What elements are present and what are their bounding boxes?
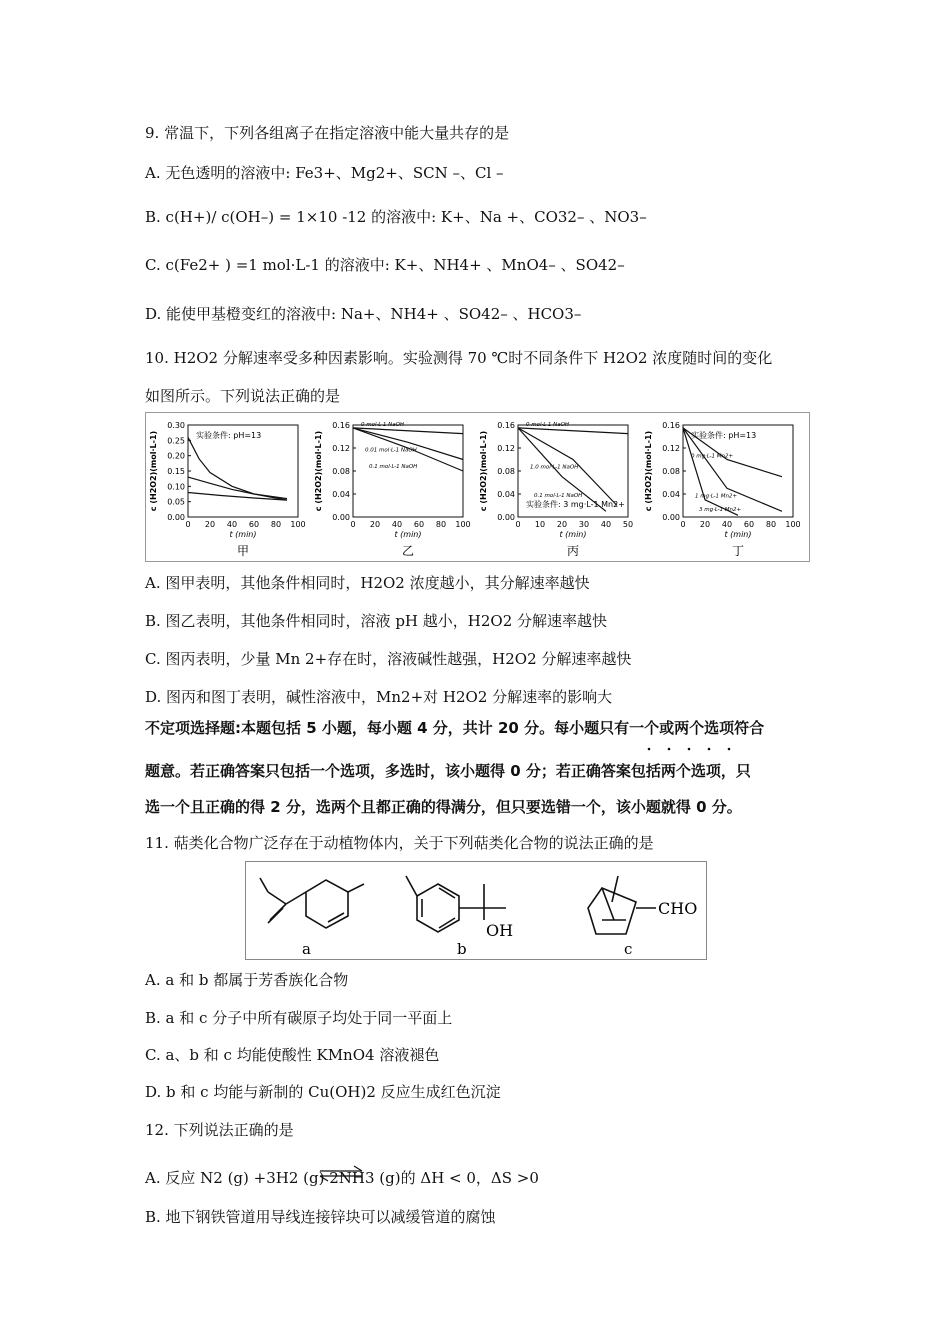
- x-tick-label: 60: [413, 520, 425, 529]
- x-tick-label: 80: [765, 520, 777, 529]
- y-tick-label: 0.08: [497, 467, 515, 476]
- x-tick-label: 20: [556, 520, 568, 529]
- q10-stem-line1: 10. H2O2 分解速率受多种因素影响。实验测得 70 ℃时不同条件下 H2O2 浓度随时间的变化: [145, 349, 773, 367]
- q11-option-b: B. a 和 c 分子中所有碳原子均处于同一平面上: [145, 1009, 453, 1027]
- plot-frame: [353, 425, 463, 517]
- x-axis-label: t (min): [559, 530, 587, 539]
- x-tick-label: 100: [290, 520, 306, 529]
- chart-annotation: 实验条件: pH=13: [196, 431, 262, 440]
- structure-a: [260, 878, 364, 928]
- x-tick-label: 60: [743, 520, 755, 529]
- series-label: 0.1 mol·L-1 NaOH: [369, 464, 418, 470]
- x-tick-label: 0: [185, 520, 191, 529]
- chart-panel-2: [479, 421, 633, 558]
- y-tick-label: 0.16: [497, 421, 515, 430]
- series-label: 3 mg·L-1 Mn2+: [699, 507, 742, 513]
- series-label: 0 mol·L-1 NaOH: [361, 421, 405, 428]
- x-tick-label: 0: [680, 520, 686, 529]
- q11-structures: [245, 861, 707, 960]
- section-line1-emphasis: 一个或两个: [629, 719, 705, 737]
- panel-label: 丁: [731, 544, 745, 558]
- x-tick-label: 0: [350, 520, 356, 529]
- series-line-0: [518, 428, 628, 434]
- x-tick-label: 40: [226, 520, 238, 529]
- q12-option-a: A. 反应 N2 (g) +3H2 (g) 2NH3 (g)的 ΔH < 0，ΔS >0: [145, 1169, 539, 1187]
- q10-option-a: A. 图甲表明，其他条件相同时，H2O2 浓度越小，其分解速率越快: [145, 574, 590, 592]
- y-tick-label: 0.12: [662, 444, 680, 453]
- y-tick-label: 0.20: [167, 451, 185, 461]
- section-instruction-line1: [145, 718, 764, 738]
- y-axis-label: c (H2O2)(mol·L-1): [479, 430, 488, 512]
- x-axis-label: t (min): [394, 530, 422, 539]
- y-axis-label: c (H2O2)(mol·L-1): [314, 430, 323, 512]
- x-tick-label: 60: [248, 520, 260, 529]
- x-tick-label: 40: [391, 520, 403, 529]
- y-tick-label: 0.08: [662, 467, 680, 476]
- section-line1-part3: 选项符合: [704, 719, 765, 737]
- q9-option-c: C. c(Fe2+ ) =1 mol·L-1 的溶液中: K+、NH4+ 、MnO4– 、SO42–: [145, 256, 625, 274]
- q10-stem-line2: 如图所示。下列说法正确的是: [145, 387, 341, 405]
- x-tick-label: 0: [515, 520, 521, 529]
- chart-panel-1: [314, 421, 471, 558]
- x-tick-label: 100: [785, 520, 801, 529]
- x-tick-label: 80: [435, 520, 447, 529]
- x-tick-label: 20: [699, 520, 711, 529]
- structure-c: [588, 876, 656, 934]
- y-tick-label: 0.30: [167, 421, 185, 430]
- x-tick-label: 100: [455, 520, 471, 529]
- q10-option-b: B. 图乙表明，其他条件相同时，溶液 pH 越小，H2O2 分解速率越快: [145, 612, 608, 630]
- y-tick-label: 0.04: [497, 490, 515, 499]
- x-axis-label: t (min): [724, 530, 752, 539]
- y-tick-label: 0.10: [167, 482, 185, 492]
- panel-label: 甲: [236, 544, 250, 558]
- section-instruction-line2: 题意。若正确答案只包括一个选项，多选时，该小题得 0 分；若正确答案包括两个选项，只: [145, 762, 751, 780]
- section-instruction-line3: 选一个且正确的得 2 分，选两个且都正确的得满分，但只要选错一个，该小题就得 0 分。: [145, 798, 742, 816]
- x-tick-label: 20: [204, 520, 216, 529]
- series-label: 0 mg·L-1 Mn2+: [691, 453, 734, 460]
- y-tick-label: 0.15: [167, 467, 185, 476]
- q11-option-c: C. a、b 和 c 均能使酸性 KMnO4 溶液褪色: [145, 1046, 440, 1064]
- y-tick-label: 0.04: [662, 490, 680, 499]
- q12-option-b: B. 地下钢铁管道用导线连接锌块可以减缓管道的腐蚀: [145, 1208, 496, 1226]
- structure-a-label: a: [302, 940, 311, 958]
- x-tick-label: 40: [721, 520, 733, 529]
- panel-label: 丙: [566, 544, 580, 558]
- y-tick-label: 0.12: [497, 444, 515, 453]
- y-tick-label: 0.16: [332, 421, 350, 430]
- y-tick-label: 0.08: [332, 467, 350, 476]
- y-tick-label: 0.25: [167, 436, 185, 446]
- x-tick-label: 10: [534, 520, 546, 529]
- y-tick-label: 0.00: [662, 513, 680, 522]
- chart-panel-3: [644, 421, 801, 558]
- chart-annotation: 实验条件: 3 mg·L-1 Mn2+: [526, 500, 625, 509]
- cho-label: CHO: [658, 899, 698, 918]
- q11-stem: 11. 萜类化合物广泛存在于动植物体内，关于下列萜类化合物的说法正确的是: [145, 834, 654, 852]
- series-label: 1.0 mol·L-1 NaOH: [530, 464, 579, 471]
- q12-stem: 12. 下列说法正确的是: [145, 1121, 294, 1139]
- structure-b-label: b: [457, 940, 467, 958]
- x-tick-label: 40: [600, 520, 612, 529]
- y-tick-label: 0.05: [167, 497, 185, 507]
- q9-option-b: B. c(H+)/ c(OH–) = 1×10 -12 的溶液中: K+、Na +、CO32– 、NO3–: [145, 208, 647, 226]
- series-label: 1 mg·L-1 Mn2+: [695, 493, 738, 500]
- series-label: 0 mol·L-1 NaOH: [526, 421, 570, 428]
- section-line1-part1: 不定项选择题:本题包括 5 小题，每小题 4 分，共计 20 分。每小题只有: [145, 719, 630, 737]
- x-tick-label: 30: [578, 520, 590, 529]
- oh-label: OH: [486, 921, 514, 940]
- x-tick-label: 80: [270, 520, 282, 529]
- q11-option-a: A. a 和 b 都属于芳香族化合物: [145, 971, 349, 989]
- y-tick-label: 0.00: [167, 513, 185, 522]
- structure-c-label: c: [624, 940, 633, 958]
- q10-figure: [145, 412, 810, 562]
- y-tick-label: 0.00: [497, 513, 515, 522]
- q9-stem: 9. 常温下，下列各组离子在指定溶液中能大量共存的是: [145, 124, 510, 142]
- series-line-2: [683, 428, 738, 515]
- y-tick-label: 0.16: [662, 421, 680, 430]
- terpene-structures: [246, 862, 706, 959]
- q10-option-c: C. 图丙表明，少量 Mn 2+存在时，溶液碱性越强，H2O2 分解速率越快: [145, 650, 632, 668]
- panel-label: 乙: [401, 544, 415, 558]
- x-tick-label: 50: [622, 520, 634, 529]
- y-axis-label: c (H2O2)(mol·L-1): [149, 430, 158, 512]
- q10-charts: [146, 413, 809, 561]
- y-tick-label: 0.12: [332, 444, 350, 453]
- y-tick-label: 0.00: [332, 513, 350, 522]
- y-tick-label: 0.04: [332, 490, 350, 499]
- chart-annotation: 实验条件: pH=13: [691, 431, 757, 440]
- series-label: 0.1 mol·L-1 NaOH: [534, 492, 583, 499]
- q11-option-d: D. b 和 c 均能与新制的 Cu(OH)2 反应生成红色沉淀: [145, 1083, 501, 1101]
- x-axis-label: t (min): [229, 530, 257, 539]
- q9-option-d: D. 能使甲基橙变红的溶液中: Na+、NH4+ 、SO42– 、HCO3–: [145, 305, 582, 323]
- y-axis-label: c (H2O2)(mol·L-1): [644, 430, 653, 512]
- emphasis-dots: [641, 738, 741, 744]
- series-label: 0.01 mol·L-1 NaOH: [365, 447, 417, 454]
- equilibrium-arrow-icon: [318, 1164, 364, 1184]
- q9-option-a: A. 无色透明的溶液中: Fe3+、Mg2+、SCN –、Cl –: [145, 164, 504, 182]
- x-tick-label: 20: [369, 520, 381, 529]
- chart-panel-0: [149, 421, 306, 558]
- q10-option-d: D. 图丙和图丁表明，碱性溶液中，Mn2+对 H2O2 分解速率的影响大: [145, 688, 613, 706]
